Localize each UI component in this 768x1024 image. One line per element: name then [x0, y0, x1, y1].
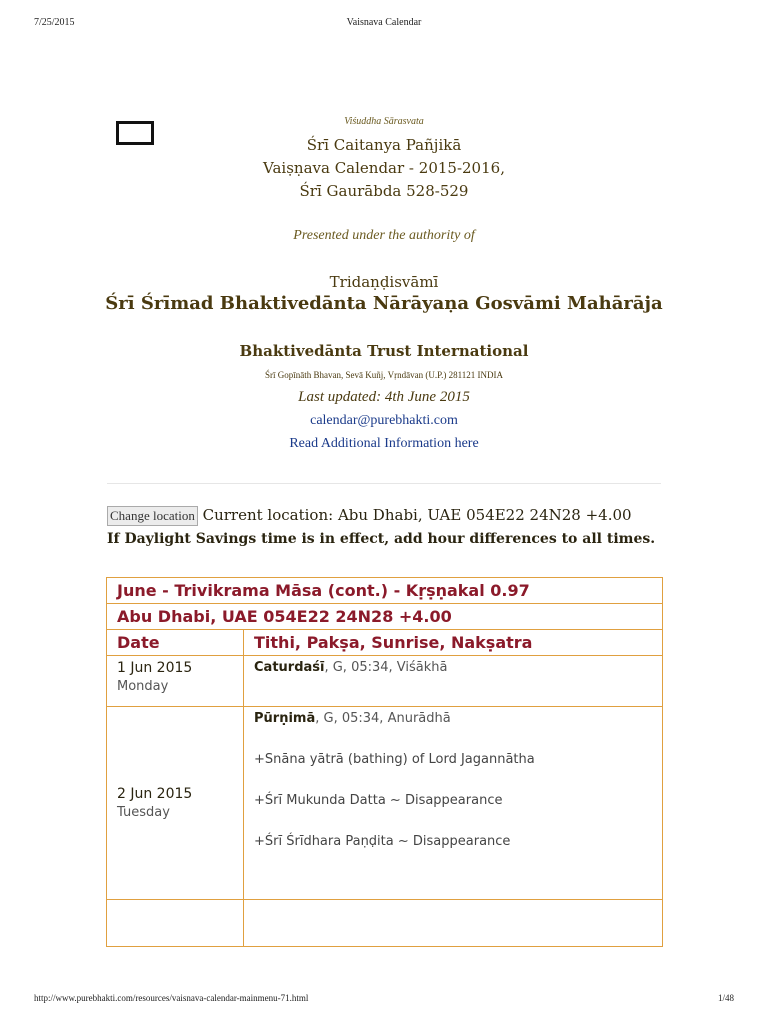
change-location-button[interactable]: Change location: [107, 506, 198, 526]
calendar-table: [106, 577, 663, 947]
maharaja-name: Śrī Śrīmad Bhaktivedānta Nārāyaṇa Gosvāmi Mahārāja: [105, 293, 663, 314]
print-url: http://www.purebhakti.com/resources/vaisnava-calendar-mainmenu-71.html: [34, 993, 309, 1003]
dst-note: If Daylight Savings time is in effect, add hour differences to all times.: [107, 531, 656, 547]
current-location-text: Current location: Abu Dhabi, UAE 054E22 24N28 +4.00: [202, 506, 632, 524]
subtitle: Viśuddha Sārasvata: [344, 116, 424, 127]
day-date: 1 Jun 2015: [117, 660, 193, 676]
location-header: Abu Dhabi, UAE 054E22 24N28 +4.00: [107, 604, 663, 630]
tithi-line: [254, 660, 652, 675]
column-header-date: Date: [107, 630, 244, 656]
read-more-link[interactable]: Read Additional Information here: [289, 436, 479, 451]
date-cell: [107, 656, 244, 707]
email-link[interactable]: calendar@purebhakti.com: [310, 413, 458, 428]
title-line-3: Śrī Gaurābda 528-529: [299, 182, 469, 200]
table-row: [107, 900, 663, 947]
column-header-row: [107, 630, 663, 656]
tithi-name: Pūrṇimā: [254, 711, 316, 726]
title-line-2: Vaiṣṇava Calendar - 2015-2016,: [263, 159, 505, 177]
print-date: 7/25/2015: [34, 17, 75, 28]
tithi-cell: [244, 900, 663, 947]
tithi-line: [254, 711, 652, 726]
trust-address: Śrī Gopīnāth Bhavan, Sevā Kuñj, Vṛndāvan (U.P.) 281121 INDIA: [265, 370, 503, 380]
date-cell: [107, 900, 244, 947]
print-page-number: 1/48: [717, 993, 734, 1003]
tithi-name: Caturdaśī: [254, 660, 325, 675]
event-item: +Śrī Śrīdhara Paṇḍita ~ Disappearance: [254, 834, 511, 849]
event-item: +Snāna yātrā (bathing) of Lord Jagannātha: [254, 752, 535, 767]
day-date: 2 Jun 2015: [117, 786, 193, 802]
print-title: Vaisnava Calendar: [346, 17, 422, 28]
tridandi-text: Tridaṇḍisvāmī: [329, 273, 439, 291]
table-row: [107, 707, 663, 900]
location-header-row: [107, 604, 663, 630]
title-line-1: Śrī Caitanya Pañjikā: [306, 136, 462, 154]
tithi-details: , G, 05:34, Anurādhā: [315, 711, 451, 726]
last-updated: Last updated: 4th June 2015: [298, 389, 470, 405]
location-line: [107, 506, 632, 526]
trust-name: Bhaktivedānta Trust International: [239, 342, 529, 360]
day-weekday: Monday: [117, 679, 169, 694]
date-cell: [107, 707, 244, 900]
column-header-tithi: Tithi, Pakṣa, Sunrise, Nakṣatra: [244, 630, 663, 656]
month-header-row: [107, 578, 663, 604]
tithi-cell: [244, 707, 663, 900]
tithi-details: , G, 05:34, Viśākhā: [324, 660, 448, 675]
table-row: [107, 656, 663, 707]
tithi-cell: [244, 656, 663, 707]
divider: [107, 483, 661, 484]
day-weekday: Tuesday: [117, 805, 170, 820]
presented-text: Presented under the authority of: [293, 228, 475, 243]
event-item: +Śrī Mukunda Datta ~ Disappearance: [254, 793, 503, 808]
month-header: June - Trivikrama Māsa (cont.) - Kṛṣṇakal 0.97: [107, 578, 663, 604]
